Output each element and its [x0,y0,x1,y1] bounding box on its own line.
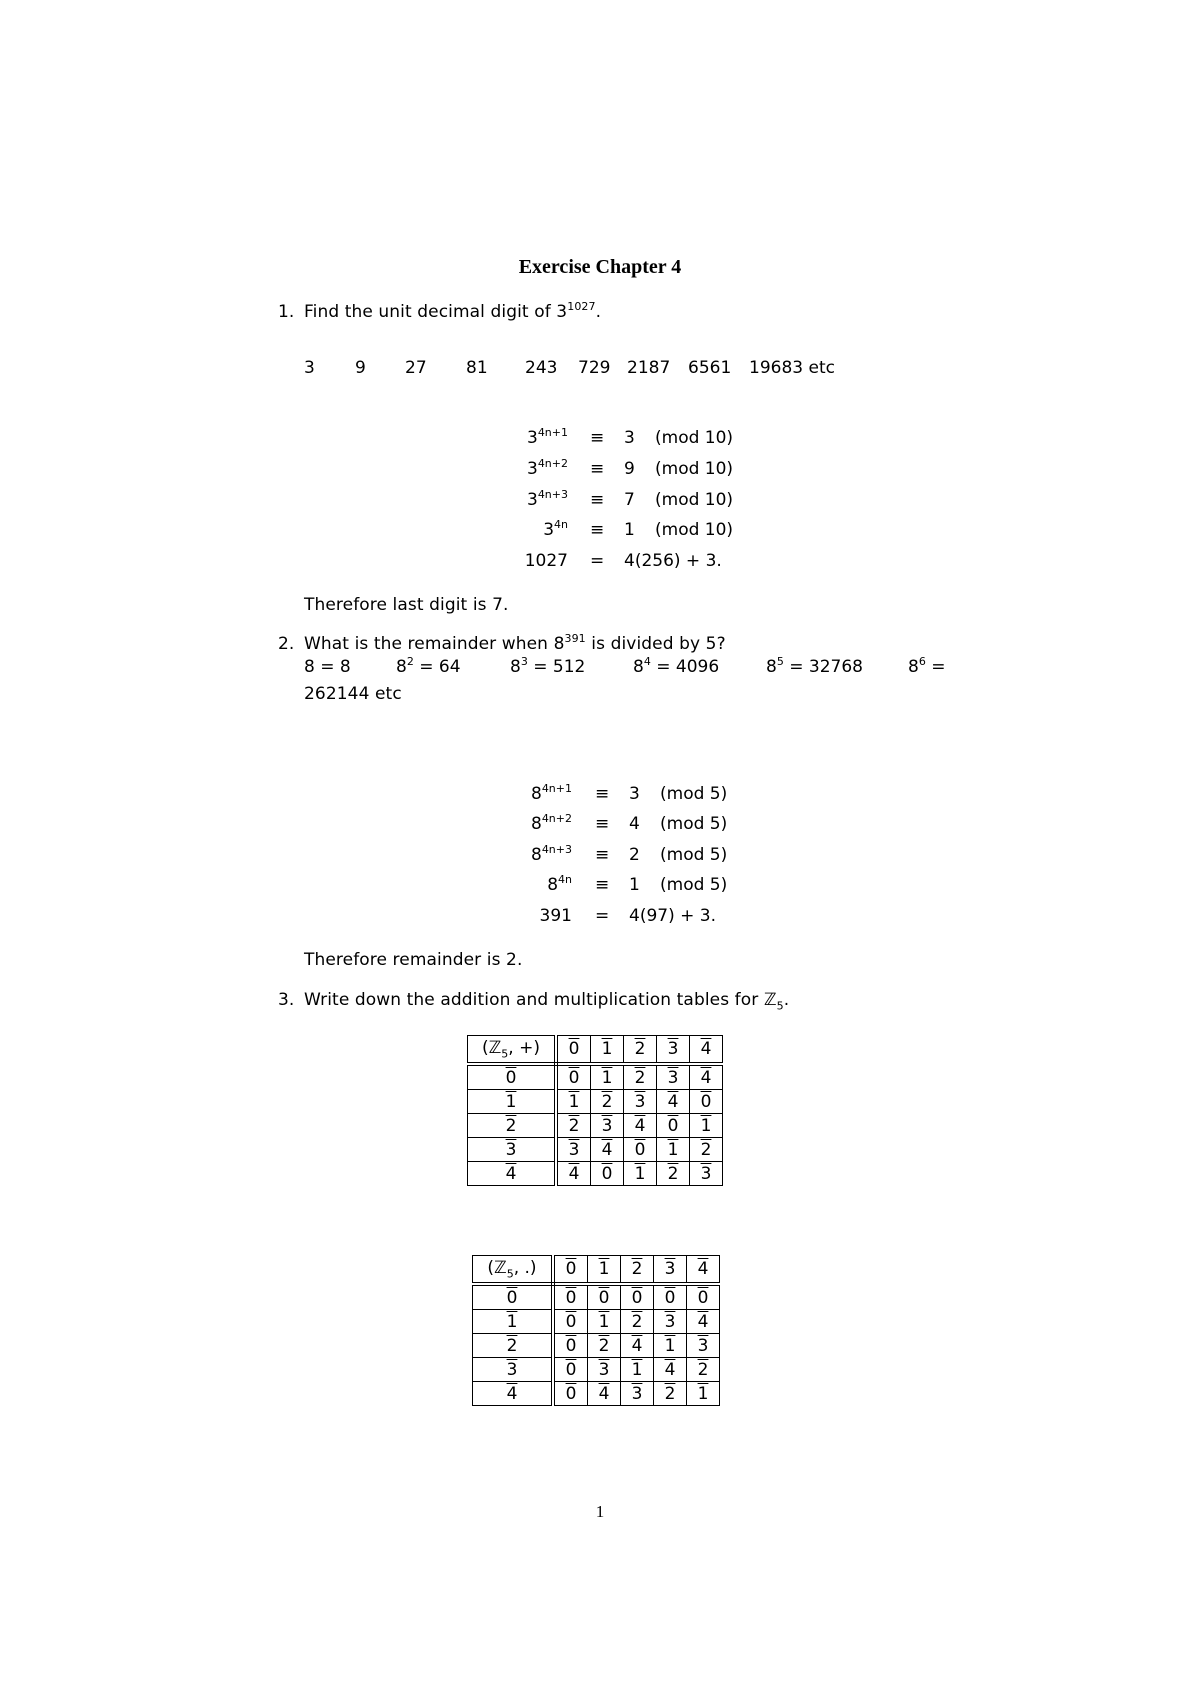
add-cell: 3 [624,1090,657,1114]
mul-col-4: 4 [687,1256,720,1285]
add-cell: 0 [624,1138,657,1162]
mul-cell: 1 [654,1334,687,1358]
q2-eq-3-mod: (mod 5) [660,875,728,895]
mul-cell: 0 [553,1382,588,1406]
add-cell: 0 [690,1090,723,1114]
q1-eq-2-mod: (mod 10) [655,490,734,510]
add-cell: 3 [657,1064,690,1090]
q1-seq-3: 81 [466,358,488,378]
q2-conclusion: Therefore remainder is 2. [304,950,523,970]
add-cell: 0 [657,1114,690,1138]
q2-power-4: $8^5 = 32768$ [766,655,863,677]
mul-row-1 [473,1310,720,1334]
q1-eq-2-rel: ≡ [590,490,605,510]
q2-eq-3-rhs: 1 [629,875,640,895]
multiplication-table [472,1255,720,1406]
q1-eq-1-lhs: $3^{4n+2}$ [526,457,568,479]
q2-power-3: $8^4 = 4096$ [633,655,720,677]
q2-eq-2-mod: (mod 5) [660,845,728,865]
q2-powers-continued: 262144 etc [304,684,402,704]
mul-col-1: 1 [588,1256,621,1285]
add-cell: 3 [556,1138,591,1162]
mul-row-3-label: 3 [473,1358,554,1382]
q2-eq-0-mod: (mod 5) [660,784,728,804]
q3-prompt: Write down the addition and multiplication tables for ℤ$_5$. [304,990,790,1013]
q1-seq-0: 3 [304,358,315,378]
q1-eq-4-lhs: 1027 [524,551,568,571]
add-col-2: 2 [624,1036,657,1065]
add-cell: 0 [591,1162,624,1186]
add-col-4: 4 [690,1036,723,1065]
mul-cell: 0 [553,1358,588,1382]
q1-eq-3-mod: (mod 10) [655,520,734,540]
add-cell: 3 [591,1114,624,1138]
mul-cell: 1 [687,1382,720,1406]
mul-cell: 4 [588,1382,621,1406]
add-col-1: 1 [591,1036,624,1065]
add-cell: 1 [624,1162,657,1186]
q2-eq-1-lhs: $8^{4n+2}$ [530,812,572,834]
q2-eq-0-lhs: $8^{4n+1}$ [530,782,572,804]
q2-power-0: 8 = 8 [304,657,351,677]
mul-row-2-label: 2 [473,1334,554,1358]
mul-cell: 0 [553,1310,588,1334]
addition-table-header [468,1036,723,1065]
q2-eq-1-rel: ≡ [595,814,610,834]
mul-cell: 1 [588,1310,621,1334]
add-row-4 [468,1162,723,1186]
q1-eq-0-lhs: $3^{4n+1}$ [526,426,568,448]
q1-eq-4-rel: = [590,551,605,571]
q3-number: 3. [278,990,295,1010]
add-cell: 2 [690,1138,723,1162]
add-cell: 1 [657,1138,690,1162]
mul-cell: 3 [621,1382,654,1406]
q1-conclusion: Therefore last digit is 7. [304,595,509,615]
add-cell: 4 [591,1138,624,1162]
mul-row-0-label: 0 [473,1284,554,1310]
q2-eq-1-mod: (mod 5) [660,814,728,834]
addition-table [467,1035,723,1186]
mul-col-3: 3 [654,1256,687,1285]
add-cell: 2 [591,1090,624,1114]
q2-number: 2. [278,634,295,654]
mul-cell: 4 [654,1358,687,1382]
mul-row-4 [473,1382,720,1406]
mul-cell: 0 [654,1284,687,1310]
q2-power-1: $8^2 = 64$ [396,655,461,677]
add-row-4-label: 4 [468,1162,557,1186]
q1-eq-3-rel: ≡ [590,520,605,540]
q1-seq-7: 6561 [688,358,732,378]
mul-cell: 4 [687,1310,720,1334]
q2-power-5: $8^6$ = [908,655,946,677]
q2-eq-3-lhs: $8^{4n}$ [547,873,572,895]
add-cell: 1 [591,1064,624,1090]
add-row-0 [468,1064,723,1090]
q2-eq-4-rel: = [595,906,610,926]
add-col-3: 3 [657,1036,690,1065]
add-row-1 [468,1090,723,1114]
multiplication-table-corner: (ℤ$_5$, .) [473,1256,554,1285]
q1-eq-3-lhs: $3^{4n}$ [543,518,568,540]
q1-seq-2: 27 [405,358,427,378]
mul-cell: 4 [621,1334,654,1358]
mul-cell: 2 [687,1358,720,1382]
q1-seq-6: 2187 [627,358,671,378]
mul-cell: 2 [654,1382,687,1406]
q2-eq-2-rhs: 2 [629,845,640,865]
mul-cell: 0 [553,1284,588,1310]
mul-cell: 3 [687,1334,720,1358]
mul-cell: 3 [654,1310,687,1334]
q1-eq-3-rhs: 1 [624,520,635,540]
q1-seq-4: 243 [525,358,558,378]
add-cell: 4 [690,1064,723,1090]
q1-eq-0-rel: ≡ [590,428,605,448]
addition-table-corner: (ℤ$_5$, +) [468,1036,557,1065]
mul-row-3 [473,1358,720,1382]
mul-cell: 2 [621,1310,654,1334]
q1-eq-1-rel: ≡ [590,459,605,479]
q2-eq-1-rhs: 4 [629,814,640,834]
add-row-0-label: 0 [468,1064,557,1090]
q1-eq-1-mod: (mod 10) [655,459,734,479]
mul-row-1-label: 1 [473,1310,554,1334]
add-cell: 4 [556,1162,591,1186]
q2-eq-2-lhs: $8^{4n+3}$ [530,843,572,865]
q1-eq-2-rhs: 7 [624,490,635,510]
q1-prompt: Find the unit decimal digit of $3^{1027}$. [304,300,602,322]
q2-eq-4-lhs: 391 [539,906,572,926]
add-cell: 1 [690,1114,723,1138]
q2-prompt: What is the remainder when $8^{391}$ is divided by 5? [304,632,726,654]
add-cell: 2 [657,1162,690,1186]
mul-row-2 [473,1334,720,1358]
add-cell: 1 [556,1090,591,1114]
page-number: 1 [595,1502,605,1521]
mul-cell: 0 [621,1284,654,1310]
add-row-2 [468,1114,723,1138]
mul-row-4-label: 4 [473,1382,554,1406]
mul-col-0: 0 [553,1256,588,1285]
add-cell: 2 [624,1064,657,1090]
add-row-3-label: 3 [468,1138,557,1162]
mul-col-2: 2 [621,1256,654,1285]
mul-cell: 0 [588,1284,621,1310]
multiplication-table-header [473,1256,720,1285]
q1-eq-1-rhs: 9 [624,459,635,479]
mul-cell: 1 [621,1358,654,1382]
q2-power-2: $8^3 = 512$ [510,655,586,677]
mul-cell: 2 [588,1334,621,1358]
q1-eq-2-lhs: $3^{4n+3}$ [526,488,568,510]
page-title: Exercise Chapter 4 [518,256,682,278]
q1-number: 1. [278,302,295,322]
mul-cell: 0 [687,1284,720,1310]
add-cell: 4 [657,1090,690,1114]
q1-seq-8: 19683 etc [749,358,835,378]
q2-eq-0-rel: ≡ [595,784,610,804]
mul-cell: 0 [553,1334,588,1358]
q1-seq-5: 729 [578,358,611,378]
add-cell: 4 [624,1114,657,1138]
add-col-0: 0 [556,1036,591,1065]
q2-eq-3-rel: ≡ [595,875,610,895]
q2-eq-2-rel: ≡ [595,845,610,865]
add-cell: 0 [556,1064,591,1090]
add-cell: 3 [690,1162,723,1186]
q1-seq-1: 9 [355,358,366,378]
q1-eq-0-rhs: 3 [624,428,635,448]
add-cell: 2 [556,1114,591,1138]
q2-eq-0-rhs: 3 [629,784,640,804]
mul-row-0 [473,1284,720,1310]
q2-eq-4-rhs: 4(97) + 3. [629,906,716,926]
add-row-2-label: 2 [468,1114,557,1138]
q1-eq-4-rhs: 4(256) + 3. [624,551,722,571]
add-row-1-label: 1 [468,1090,557,1114]
mul-cell: 3 [588,1358,621,1382]
q1-eq-0-mod: (mod 10) [655,428,734,448]
add-row-3 [468,1138,723,1162]
